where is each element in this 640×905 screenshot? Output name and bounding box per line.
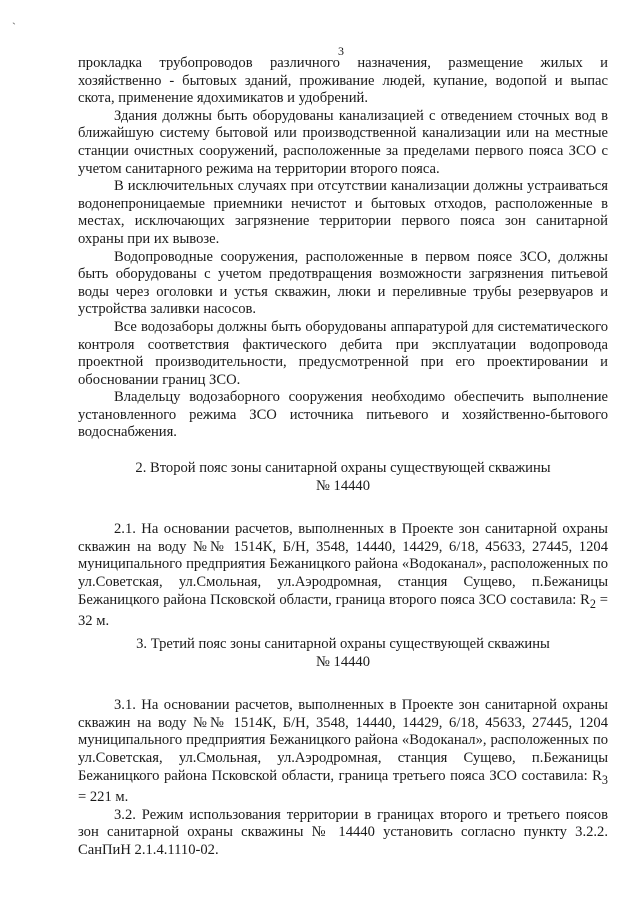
paragraph-waste-receivers: В исключительных случаях при отсутствии канализации должны устраиваться водонепроницаемые приемники нечистот и бытовых отходов, расположенные в местах, исключающих загрязнение территории первого пояса зон санитарной охраны при их вывозе.: [78, 178, 608, 247]
section-3-text: 3.1. На основании расчетов, выполненных в Проекте зон санитарной охраны скважин на воду №№ 1514К, Б/Н, 3548, 14440, 14429, 6/18, 45633, 27445, 1204 муниципального предприятия Бежаницкого района «Водоканал», расположенных по ул.Советская, ул.Смольная, ул.Аэродромная, станция Сущево, п.Бежаницы Бежаницкого района Псковской области, граница третьего пояса ЗСО составила: R: [78, 697, 608, 784]
section-2-subscript: 2: [589, 596, 596, 611]
section-2-paragraph: [78, 521, 608, 630]
section-2-radius: = 32 м.: [78, 591, 608, 630]
top-text-block: [78, 55, 608, 442]
section-3-paragraph-2: 3.2. Режим использования территории в границах второго и третьего поясов зон санитарной охраны скважины № 14440 установить согласно пункту 3.2.2. СанПиН 2.1.4.1110-02.: [78, 806, 608, 858]
paragraph-sewerage: Здания должны быть оборудованы канализацией с отведением сточных вод в ближайшую систему бытовой или производственной канализации или на местные станции очистных сооружений, расположенные за пределами первого пояса ЗСО с учетом санитарного режима на территории второго пояса.: [78, 107, 608, 177]
section-3: [78, 636, 608, 859]
paragraph-water-intakes: Все водозаборы должны быть оборудованы аппаратурой для систематического контроля соответствия фактического дебита при эксплуатации водопровода проектной производительности, предусмотренной при его проектировании и обосновании границ ЗСО.: [78, 318, 608, 388]
section-3-subscript: 3: [601, 772, 608, 787]
paragraph-water-structures: Водопроводные сооружения, расположенные в первом поясе ЗСО, должны быть оборудованы с учетом предотвращения возможности загрязнения питьевой воды через оголовки и устья скважин, люки и переливные трубы резервуаров и устройства заливки насосов.: [78, 248, 608, 318]
section-2-well-number: № 14440: [315, 477, 371, 494]
section-3-paragraph-1: [78, 697, 608, 806]
section-3-title: 3. Третий пояс зоны санитарной охраны существующей скважины: [136, 636, 550, 652]
section-3-well-number: № 14440: [315, 653, 371, 670]
page-number: 3: [338, 44, 344, 58]
paragraph-restrictions: прокладка трубопроводов различного назначения, размещение жилых и хозяйственно - бытовых зданий, проживание людей, купание, водопой и выпас скота, применение ядохимикатов и удобрений.: [78, 55, 608, 107]
section-3-radius: = 221 м.: [78, 789, 129, 806]
section-2-text: 2.1. На основании расчетов, выполненных в Проекте зон санитарной охраны скважин на воду №№ 1514К, Б/Н, 3548, 14440, 14429, 6/18, 45633, 27445, 1204 муниципального предприятия Бежаницкого района «Водоканал», расположенных по ул.Советская, ул.Смольная, ул.Аэродромная, станция Сущево, п.Бежаницы Бежаницкого района Псковской области, граница второго пояса ЗСО составила: R: [78, 521, 608, 608]
section-2-title: 2. Второй пояс зоны санитарной охраны существующей скважины: [135, 460, 551, 476]
section-2: [78, 460, 608, 631]
corner-mark: `: [12, 20, 16, 34]
paragraph-owner-duty: Владельцу водозаборного сооружения необходимо обеспечить выполнение установленного режима ЗСО источника питьевого и хозяйственно-бытового водоснабжения.: [78, 389, 608, 441]
